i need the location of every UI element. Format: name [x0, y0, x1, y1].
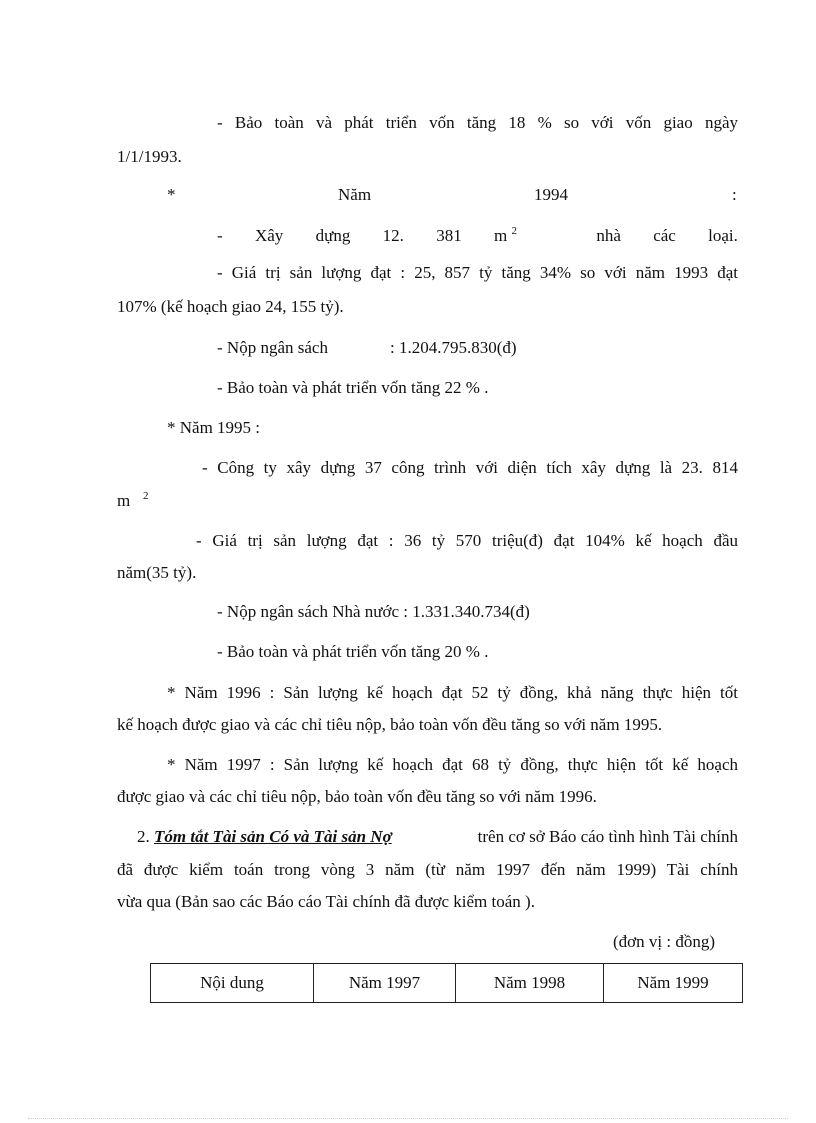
text-line: * Năm 1996 : Sản lượng kế hoạch đạt 52 tỷ đồng, khả năng thực hiện tốt	[167, 683, 738, 702]
area-unit	[494, 225, 564, 249]
heading-year-label: Năm	[338, 185, 372, 204]
table-header-cell: Năm 1997	[314, 964, 456, 1003]
section-number: 2.	[137, 827, 150, 846]
para-1996-line2: kế hoạch được giao và các chỉ tiêu nộp, bảo toàn vốn đều tăng so với năm 1995.	[117, 715, 663, 734]
table-header-cell: Năm 1998	[456, 964, 604, 1003]
text-line: - Bảo toàn và phát triển vốn tăng 18 % so với vốn giao ngày	[217, 113, 738, 132]
budget-1994-value: : 1.204.795.830(đ)	[390, 338, 517, 357]
dash: -	[217, 226, 223, 245]
section-number-and-title	[137, 826, 392, 848]
para-1997-line1	[167, 754, 738, 776]
table-header-cell: Năm 1999	[604, 964, 743, 1003]
superscript: 2	[142, 490, 149, 502]
word: m	[494, 226, 508, 245]
word: loại.	[708, 226, 738, 245]
word: dựng	[315, 226, 351, 245]
word: 12.	[382, 226, 404, 245]
para-capital-1993-line1	[217, 112, 738, 134]
text-line: đã được kiểm toán trong vòng 3 năm (từ năm 1997 đến năm 1999) Tài chính	[117, 860, 738, 879]
heading-colon: :	[732, 185, 737, 204]
text-line: - Công ty xây dựng 37 công trình với diện tích xây dựng là 23. 814	[202, 458, 738, 477]
table-header-row	[151, 964, 743, 1003]
heading-year-value: 1994	[534, 185, 568, 204]
heading-1995: * Năm 1995 :	[167, 418, 261, 437]
capital-1994: - Bảo toàn và phát triển vốn tăng 22 % .	[217, 378, 489, 397]
word: nhà	[596, 226, 621, 245]
page-bottom-divider	[28, 1118, 788, 1119]
section2-line1	[137, 826, 738, 848]
text-line: * Năm 1997 : Sản lượng kế hoạch đạt 68 tỷ đồng, thực hiện tốt kế hoạch	[167, 755, 738, 774]
financial-table	[150, 963, 743, 1003]
para-output-1995-line1	[196, 530, 738, 552]
area-unit-m: m	[117, 491, 131, 510]
para-1997-line2: được giao và các chỉ tiêu nộp, bảo toàn vốn đều tăng so với năm 1996.	[117, 787, 597, 806]
table-header-cell: Nội dung	[151, 964, 314, 1003]
word: các	[653, 226, 676, 245]
section2-line1-rest: trên cơ sở Báo cáo tình hình Tài chính	[477, 827, 738, 846]
text-line: - Giá trị sản lượng đạt : 36 tỷ 570 triệu(đ) đạt 104% kế hoạch đầu	[196, 531, 738, 550]
capital-1995: - Bảo toàn và phát triển vốn tăng 20 % .	[217, 642, 489, 661]
superscript: 2	[511, 225, 518, 237]
para-construction-1995-line1	[202, 457, 738, 479]
para-construction-1995-line2	[117, 490, 148, 514]
section-title: Tóm tắt Tài sản Có và Tài sản Nợ	[154, 827, 392, 846]
para-construction-1994	[217, 225, 738, 249]
para-1996-line1	[167, 682, 738, 704]
word: 381	[436, 226, 462, 245]
text-line: - Giá trị sản lượng đạt : 25, 857 tỷ tăng 34% so với năm 1993 đạt	[217, 263, 738, 282]
budget-1995: - Nộp ngân sách Nhà nước : 1.331.340.734(đ)	[217, 602, 530, 621]
para-output-1994-line1	[217, 262, 738, 284]
word: Xây	[254, 226, 284, 245]
bullet-star: *	[167, 185, 176, 204]
section2-line3: vừa qua (Bản sao các Báo cáo Tài chính đã được kiểm toán ).	[117, 892, 535, 911]
section2-line2	[117, 859, 738, 881]
para-output-1994-line2: 107% (kế hoạch giao 24, 155 tỷ).	[117, 297, 344, 316]
budget-1994-label: - Nộp ngân sách	[217, 338, 328, 357]
unit-label: (đơn vị : đồng)	[613, 932, 716, 951]
para-output-1995-line2: năm(35 tỷ).	[117, 563, 197, 582]
para-capital-1993-line2: 1/1/1993.	[117, 147, 182, 166]
